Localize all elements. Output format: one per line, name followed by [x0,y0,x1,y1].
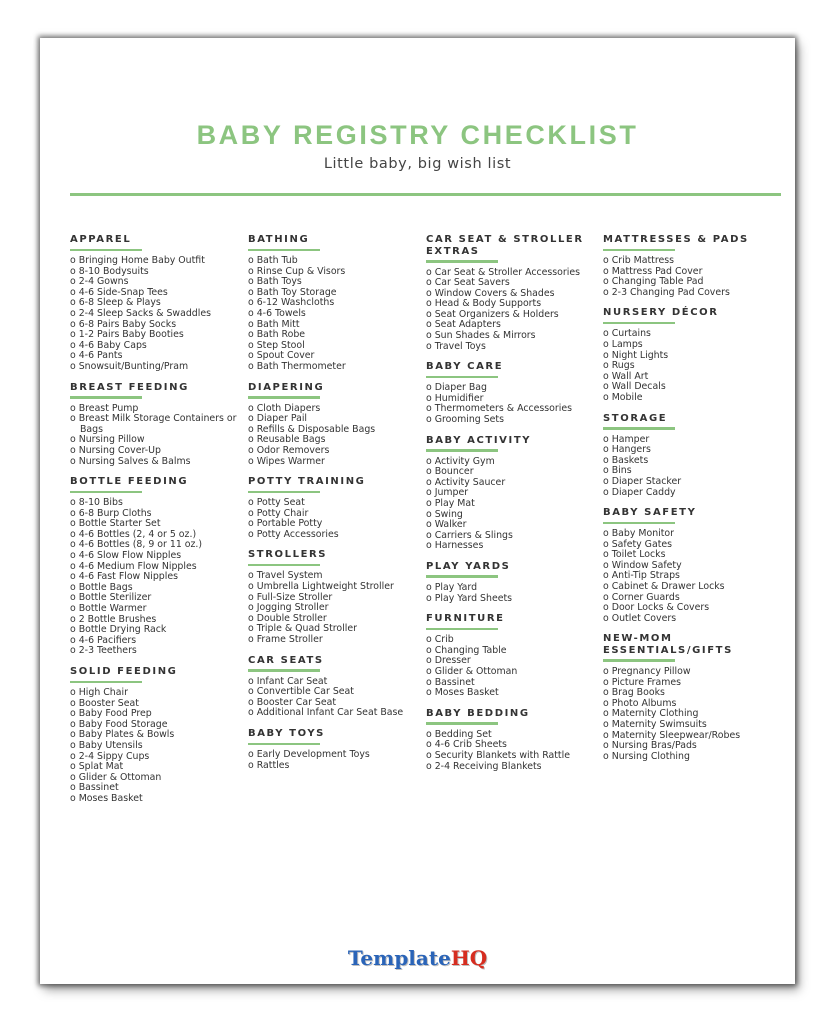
checklist-item: o Carriers & Slings [426,531,598,542]
section-title: POTTY TRAINING [248,476,366,488]
section-underline [248,396,320,399]
checklist-item: o 2-4 Gowns [70,277,242,288]
checklist-items [603,329,775,403]
checklist-item: o Baby Plates & Bowls [70,730,242,741]
checklist-item: o Travel System [248,571,420,582]
checklist-item: o Potty Accessories [248,530,420,541]
checklist-item: o Cloth Diapers [248,404,420,415]
checklist-item: o Refills & Disposable Bags [248,425,420,436]
checklist-item: o Bath Robe [248,330,420,341]
checklist-item: o Glider & Ottoman [426,667,598,678]
checklist-items [248,404,420,468]
section-underline [248,743,320,746]
checklist-item: o Wall Decals [603,382,775,393]
checklist-section [603,507,775,624]
checklist-item: o Nursing Pillow [70,435,242,446]
checklist-item: o Snowsuit/Bunting/Pram [70,362,242,373]
checklist-item: o 2-3 Changing Pad Covers [603,288,775,299]
checklist-item: o Glider & Ottoman [70,773,242,784]
checklist-item: o Curtains [603,329,775,340]
templatehq-logo [40,946,795,970]
section-underline [603,659,675,662]
checklist-item: o Brag Books [603,688,775,699]
checklist-item: o Bath Thermometer [248,362,420,373]
checklist-item: o Infant Car Seat [248,677,420,688]
checklist-section [426,361,598,425]
checklist-item: o Sun Shades & Mirrors [426,331,598,342]
checklist-item: o Humidifier [426,394,598,405]
checklist-item: o Bath Tub [248,256,420,267]
checklist-item: o 2-4 Sleep Sacks & Swaddles [70,309,242,320]
checklist-item: o Bath Mitt [248,320,420,331]
checklist-item: o Reusable Bags [248,435,420,446]
checklist-item: o Maternity Sleepwear/Robes [603,731,775,742]
checklist-item: o 8-10 Bibs [70,498,242,509]
checklist-item: o Diaper Bag [426,383,598,394]
checklist-section [248,728,420,771]
checklist-item: o Bottle Warmer [70,604,242,615]
checklist-items [426,268,598,353]
checklist-item: o Night Lights [603,351,775,362]
checklist-item: o Convertible Car Seat [248,687,420,698]
section-title: PLAY YARDS [426,560,511,572]
checklist-item: o Umbrella Lightweight Stroller [248,582,420,593]
section-title: STROLLERS [248,549,328,561]
checklist-items [248,677,420,719]
checklist-item: o Changing Table [426,646,598,657]
checklist-item: o Nursing Clothing [603,752,775,763]
checklist-item: o Bedding Set [426,730,598,741]
section-underline [426,376,498,379]
checklist-item: o 1-2 Pairs Baby Booties [70,330,242,341]
checklist-item: o Play Mat [426,499,598,510]
section-title: CAR SEATS [248,654,324,666]
checklist-item: o Corner Guards [603,593,775,604]
checklist-item: o Activity Saucer [426,478,598,489]
checklist-item: o 4-6 Slow Flow Nipples [70,551,242,562]
checklist-item: o Thermometers & Accessories [426,404,598,415]
section-underline [70,249,142,252]
checklist-items [248,256,420,373]
checklist-item: o Car Seat Savers [426,278,598,289]
checklist-item: o Baskets [603,456,775,467]
checklist-item: o Portable Potty [248,519,420,530]
section-title: BABY SAFETY [603,507,697,519]
checklist-item: o Bouncer [426,467,598,478]
checklist-item: o Rattles [248,761,420,772]
checklist-item: o Splat Mat [70,762,242,773]
checklist-item: o 4-6 Pacifiers [70,636,242,647]
checklist-item: o Additional Infant Car Seat Base [248,708,420,719]
checklist-section [603,413,775,499]
checklist-item: o Bottle Drying Rack [70,625,242,636]
checklist-item: o Activity Gym [426,457,598,468]
checklist-item: o Hangers [603,445,775,456]
section-underline [70,681,142,684]
checklist-item: o 2-4 Sippy Cups [70,752,242,763]
checklist-item: o Nursing Cover-Up [70,446,242,457]
checklist-item: o Picture Frames [603,678,775,689]
checklist-item: o Safety Gates [603,540,775,551]
section-underline [248,669,320,672]
checklist-items [70,256,242,373]
section-underline [248,249,320,252]
checklist-item: o Bassinet [70,783,242,794]
checklist-items [426,457,598,552]
checklist-items [426,583,598,604]
checklist-item: o 4-6 Pants [70,351,242,362]
checklist-item: o Maternity Swimsuits [603,720,775,731]
section-underline [70,491,142,494]
column-3 [426,234,598,781]
checklist-item: o Security Blankets with Rattle [426,751,598,762]
column-2 [248,234,420,780]
checklist-section [70,476,242,657]
checklist-section [426,234,598,352]
section-title: DIAPERING [248,381,325,393]
checklist-item: o Breast Milk Storage Containers or Bags [70,414,242,435]
checklist-items [426,730,598,772]
checklist-item: o Seat Organizers & Holders [426,310,598,321]
checklist-items [70,498,242,657]
section-title: BABY TOYS [248,728,325,739]
checklist-item: o Cabinet & Drawer Locks [603,582,775,593]
checklist-section [248,549,420,645]
checklist-item: o Odor Removers [248,446,420,457]
checklist-items [603,667,775,762]
checklist-item: o Travel Toys [426,342,598,353]
checklist-items [426,635,598,699]
section-underline [70,396,142,399]
checklist-item: o Potty Chair [248,509,420,520]
checklist-item: o 2-3 Teethers [70,646,242,657]
checklist-section [70,382,242,468]
checklist-item: o Bath Toy Storage [248,288,420,299]
checklist-item: o Changing Table Pad [603,277,775,288]
checklist-item: o Step Stool [248,341,420,352]
checklist-section [603,234,775,298]
checklist-item: o Play Yard Sheets [426,594,598,605]
checklist-item: o Bath Toys [248,277,420,288]
title-divider [70,193,781,196]
checklist-item: o 4-6 Medium Flow Nipples [70,562,242,573]
checklist-item: o Bottle Sterilizer [70,593,242,604]
checklist-item: o Swing [426,510,598,521]
checklist-item: o Dresser [426,656,598,667]
logo-part-1: Template [347,946,451,970]
checklist-item: o Door Locks & Covers [603,603,775,614]
checklist-item: o Window Covers & Shades [426,289,598,300]
checklist-section [426,561,598,604]
checklist-item: o 4-6 Side-Snap Tees [70,288,242,299]
page-title: BABY REGISTRY CHECKLIST [196,120,639,150]
page-subtitle: Little baby, big wish list [323,156,512,172]
section-underline [426,449,498,452]
checklist-section [426,708,598,772]
section-underline [426,260,498,263]
checklist-item: o Bottle Starter Set [70,519,242,530]
checklist-item: o Walker [426,520,598,531]
checklist-item: o Harnesses [426,541,598,552]
checklist-item: o Moses Basket [426,688,598,699]
checklist-item: o Baby Utensils [70,741,242,752]
checklist-item: o Wall Art [603,372,775,383]
checklist-item: o Nursing Bras/Pads [603,741,775,752]
section-title: BREAST FEEDING [70,381,189,393]
checklist-items [248,498,420,540]
checklist-item: o Jumper [426,488,598,499]
checklist-item: o Anti-Tip Straps [603,571,775,582]
checklist-section [70,666,242,805]
section-underline [426,575,498,578]
checklist-item: o 6-12 Washcloths [248,298,420,309]
checklist-items [603,435,775,499]
section-underline [426,722,498,725]
checklist-item: o Booster Seat [70,699,242,710]
checklist-item: o 4-6 Fast Flow Nipples [70,572,242,583]
checklist-item: o Bassinet [426,678,598,689]
checklist-item: o Moses Basket [70,794,242,805]
checklist-item: o 4-6 Bottles (2, 4 or 5 oz.) [70,530,242,541]
checklist-page [40,38,795,984]
checklist-item: o Toilet Locks [603,550,775,561]
section-title: FURNITURE [426,613,505,625]
checklist-item: o Breast Pump [70,404,242,415]
checklist-item: o Diaper Stacker [603,477,775,488]
checklist-item: o Double Stroller [248,614,420,625]
checklist-section [248,234,420,373]
checklist-item: o Frame Stroller [248,635,420,646]
checklist-item: o Bringing Home Baby Outfit [70,256,242,267]
checklist-section [70,234,242,373]
checklist-item: o Rinse Cup & Visors [248,267,420,278]
section-title: CAR SEAT & STROLLER EXTRAS [426,234,584,257]
logo-part-2: HQ [450,946,488,970]
checklist-item: o Grooming Sets [426,415,598,426]
checklist-item: o Triple & Quad Stroller [248,624,420,635]
checklist-item: o Diaper Caddy [603,488,775,499]
checklist-section [426,613,598,699]
checklist-item: o 4-6 Crib Sheets [426,740,598,751]
column-1 [70,234,242,814]
checklist-item: o Booster Car Seat [248,698,420,709]
checklist-items [603,256,775,298]
checklist-item: o Crib [426,635,598,646]
checklist-item: o Potty Seat [248,498,420,509]
section-underline [603,322,675,325]
checklist-item: o 6-8 Sleep & Plays [70,298,242,309]
section-underline [248,564,320,567]
section-title: NEW-MOM ESSENTIALS/GIFTS [603,633,733,656]
section-underline [426,628,498,631]
checklist-item: o Jogging Stroller [248,603,420,614]
checklist-section [248,655,420,719]
checklist-item: o Baby Food Storage [70,720,242,731]
checklist-item: o Hamper [603,435,775,446]
checklist-item: o Mobile [603,393,775,404]
section-underline [248,491,320,494]
section-title: BABY BEDDING [426,707,530,719]
checklist-item: o Window Safety [603,561,775,572]
checklist-item: o Crib Mattress [603,256,775,267]
checklist-item: o Mattress Pad Cover [603,267,775,278]
checklist-item: o Rugs [603,361,775,372]
section-underline [603,249,675,252]
checklist-items [603,529,775,624]
checklist-section [603,307,775,403]
checklist-item: o Diaper Pail [248,414,420,425]
checklist-items [248,750,420,771]
checklist-item: o Wipes Warmer [248,457,420,468]
section-title: NURSERY DÉCOR [603,307,719,319]
checklist-section [248,382,420,468]
section-underline [603,522,675,525]
checklist-section [603,633,775,762]
checklist-item: o Play Yard [426,583,598,594]
section-underline [603,427,675,430]
checklist-item: o Nursing Salves & Balms [70,457,242,468]
checklist-item: o 8-10 Bodysuits [70,267,242,278]
checklist-item: o Baby Food Prep [70,709,242,720]
section-title: SOLID FEEDING [70,666,178,677]
checklist-item: o Spout Cover [248,351,420,362]
checklist-item: o 4-6 Towels [248,309,420,320]
checklist-item: o 6-8 Pairs Baby Socks [70,320,242,331]
section-title: BABY CARE [426,361,504,373]
section-title: BABY ACTIVITY [426,434,532,446]
checklist-items [426,383,598,425]
checklist-item: o High Chair [70,688,242,699]
checklist-item: o 4-6 Bottles (8, 9 or 11 oz.) [70,540,242,551]
checklist-item: o Pregnancy Pillow [603,667,775,678]
checklist-item: o Car Seat & Stroller Accessories [426,268,598,279]
checklist-item: o 2 Bottle Brushes [70,615,242,626]
checklist-item: o Bins [603,466,775,477]
checklist-item: o 2-4 Receiving Blankets [426,762,598,773]
section-title: MATTRESSES & PADS [603,234,749,245]
checklist-item: o Outlet Covers [603,614,775,625]
section-title: BATHING [248,234,310,245]
checklist-item: o Maternity Clothing [603,709,775,720]
checklist-item: o 4-6 Baby Caps [70,341,242,352]
checklist-section [248,476,420,540]
checklist-item: o Full-Size Stroller [248,593,420,604]
checklist-item: o Bottle Bags [70,583,242,594]
section-title: APPAREL [70,234,132,245]
checklist-items [248,571,420,645]
checklist-item: o 6-8 Burp Cloths [70,509,242,520]
checklist-items [70,688,242,805]
checklist-item: o Early Development Toys [248,750,420,761]
checklist-item: o Baby Monitor [603,529,775,540]
checklist-item: o Seat Adapters [426,320,598,331]
checklist-item: o Lamps [603,340,775,351]
section-title: BOTTLE FEEDING [70,476,189,488]
section-title: STORAGE [603,412,668,424]
checklist-section [426,435,598,552]
checklist-item: o Head & Body Supports [426,299,598,310]
checklist-item: o Photo Albums [603,699,775,710]
column-4 [603,234,775,771]
checklist-items [70,404,242,468]
